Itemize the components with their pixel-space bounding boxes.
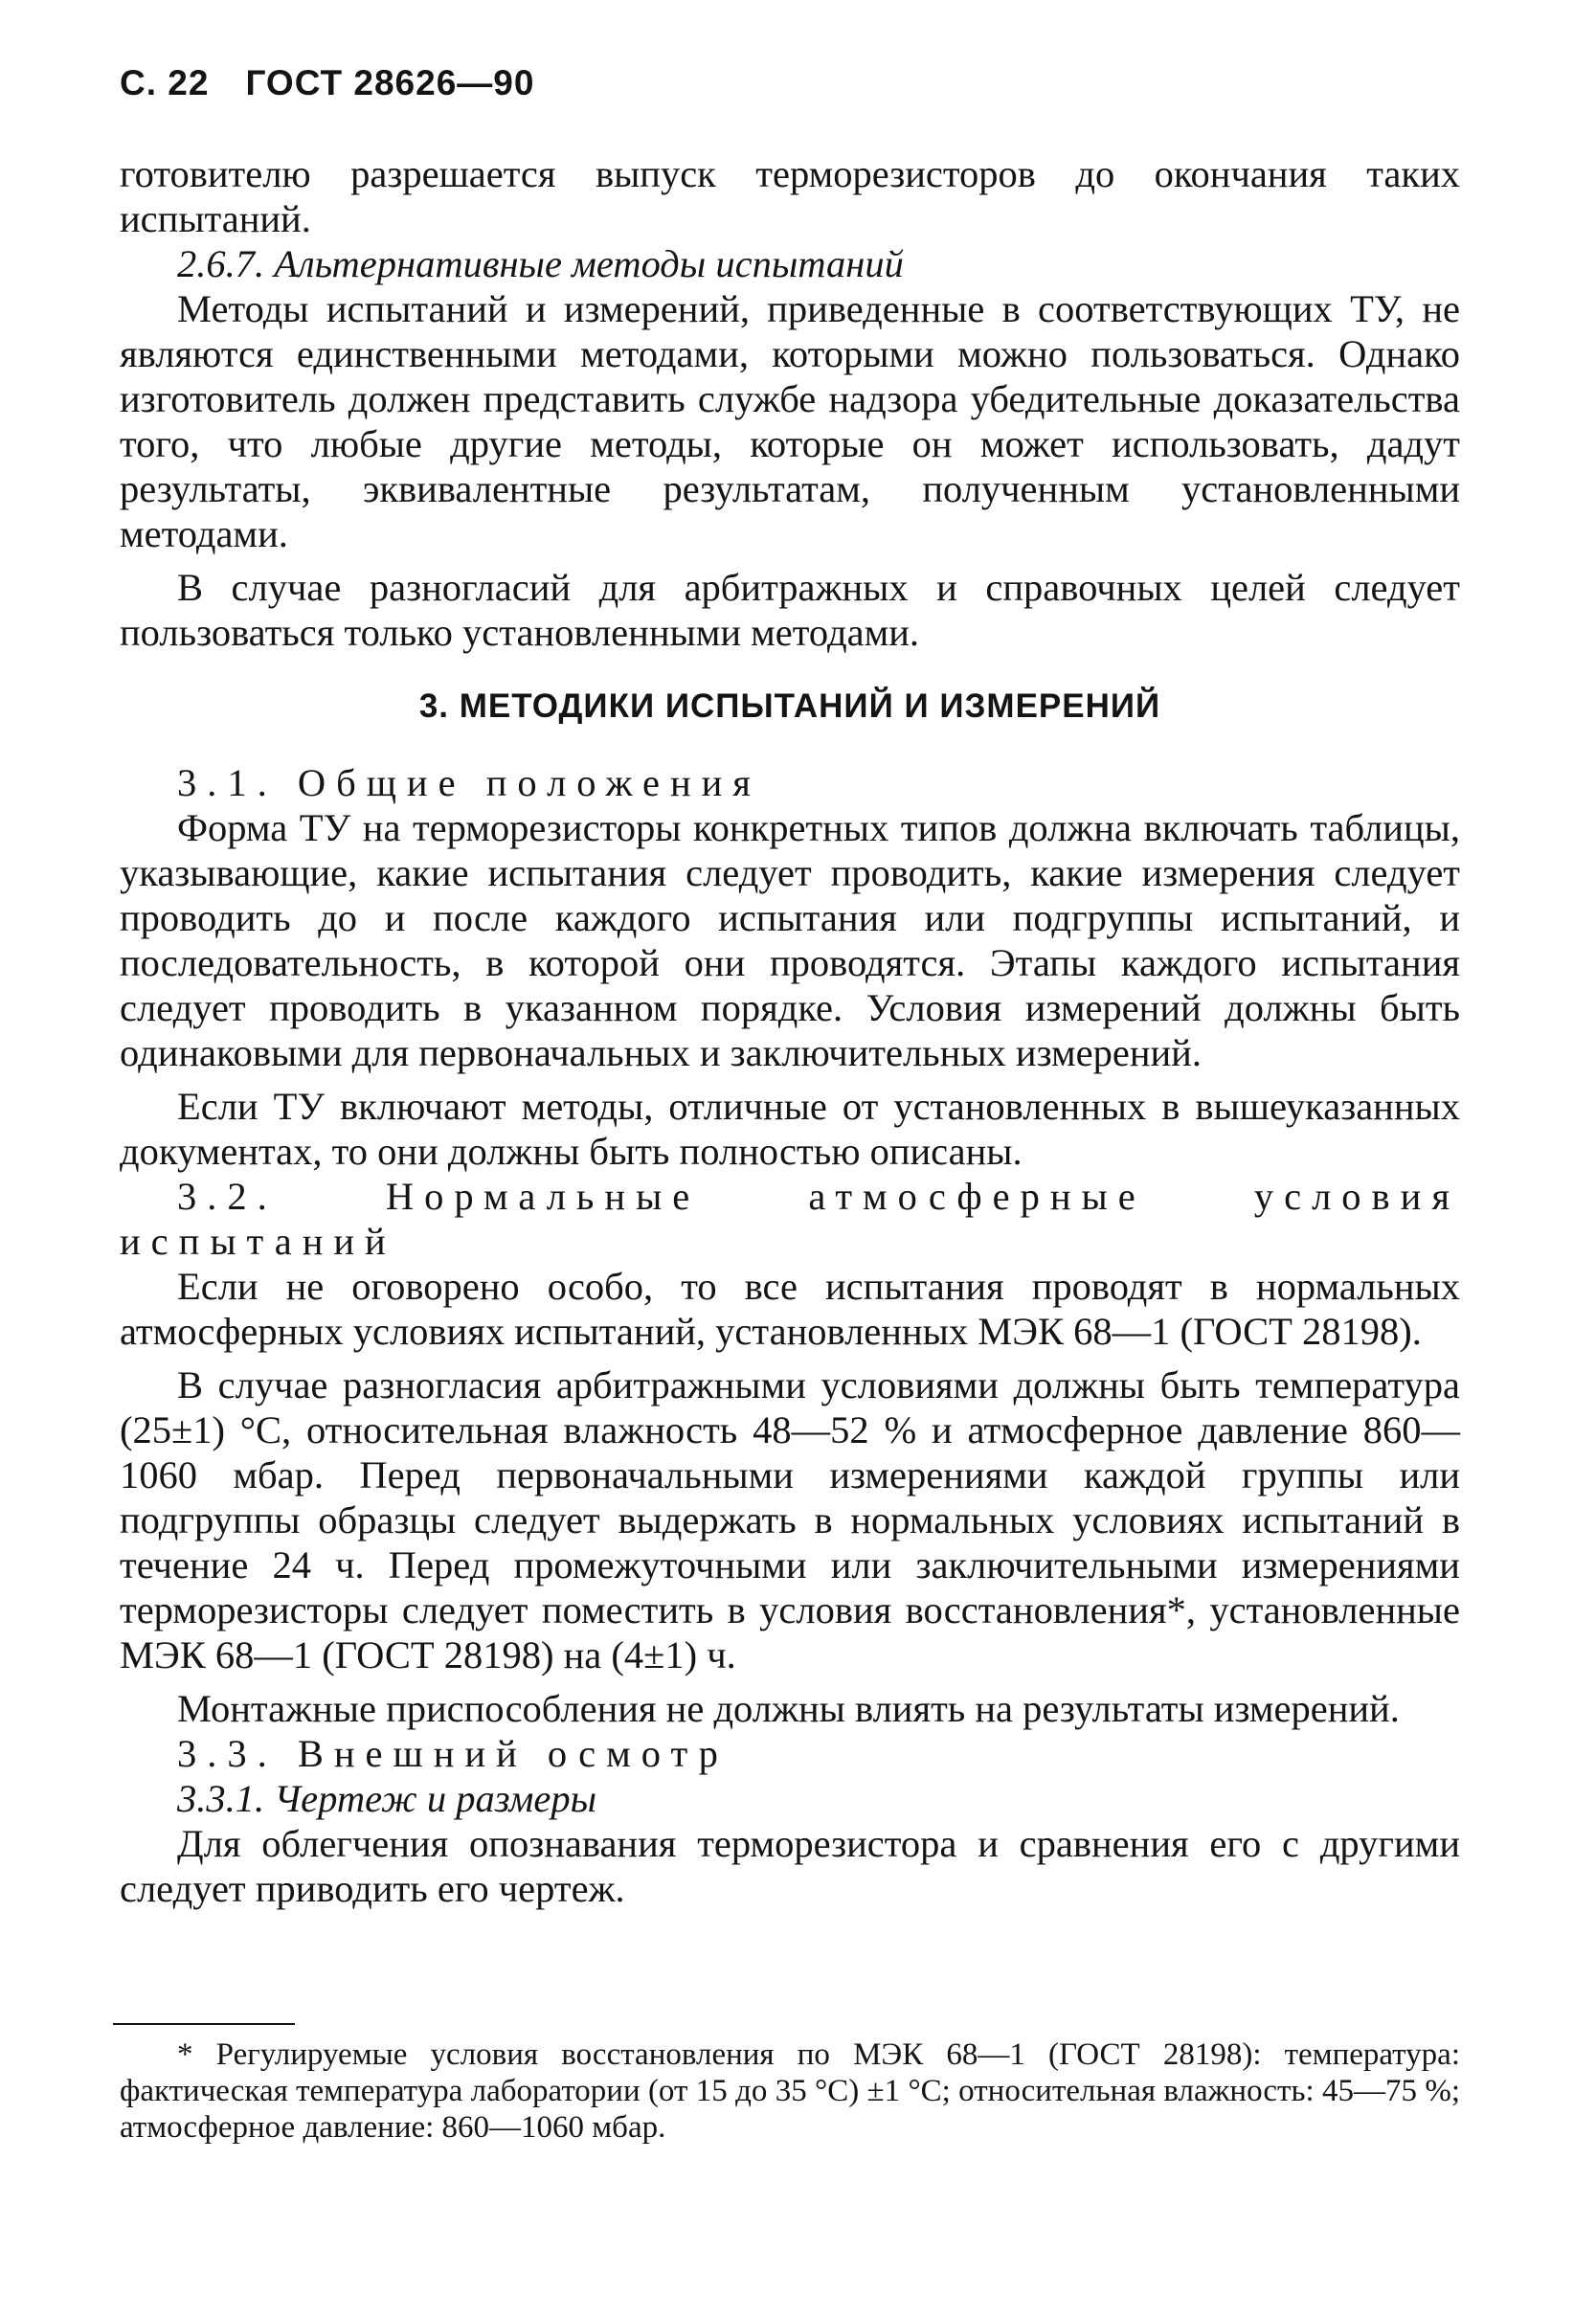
paragraph-tu-form: Форма ТУ на терморезисторы конкретных типов должна включать таблицы, указывающие, какие испытания следует проводить, какие измерения следует проводить до и после каждого испытания или подгруппы испытаний, и последовательность, в которой они проводятся. Этапы каждого испытания следует проводить в указанном порядке. Условия измерений должны быть одинаковыми для первоначальных и заключительных измерений. bbox=[120, 806, 1460, 1074]
page-body bbox=[120, 151, 1460, 1911]
subsection-3-3-1-title: 3.3.1. Чертеж и размеры bbox=[177, 1777, 597, 1820]
paragraph-mounting-fixtures: Монтажные приспособления не должны влиять на результаты измерений. bbox=[177, 1687, 1400, 1730]
paragraph-normal-conditions: Если не оговорено особо, то все испытания проводят в нормальных атмосферных условиях испытаний, установленных МЭК 68—1 (ГОСТ 28198). bbox=[120, 1265, 1460, 1353]
section-3-title: 3. МЕТОДИКИ ИСПЫТАНИЙ И ИЗМЕРЕНИЙ bbox=[418, 687, 1161, 725]
paragraph-continuation: готовителю разрешается выпуск терморезисторов до окончания таких испытаний. bbox=[120, 152, 1460, 240]
paragraph-tu-methods: Если ТУ включают методы, отличные от установленных в вышеуказанных документах, то они должны быть полностью описаны. bbox=[120, 1085, 1460, 1173]
subsection-3-3-title: 3.3. Внешний осмотр bbox=[177, 1732, 729, 1775]
paragraph-drawing: Для облегчения опознавания терморезистора и сравнения его с другими следует приводить его чертеж. bbox=[120, 1822, 1460, 1910]
page-number: С. 22 bbox=[120, 63, 210, 102]
footnote bbox=[120, 2036, 1460, 2146]
footnote-divider bbox=[113, 2023, 295, 2025]
footnote-text: * Регулируемые условия восстановления по МЭК 68—1 (ГОСТ 28198): температура: фактическая температура лаборатории (от 15 до 35 °С) ±1 °С; относительная влажность: 45—75 %; атмосферное давление: 860—1060 мбар. bbox=[120, 2037, 1460, 2145]
paragraph-alternative-methods: Методы испытаний и измерений, приведенные в соответствующих ТУ, не являются единственными методами, которыми можно пользоваться. Однако изготовитель должен представить службе надзора убедительные доказательства того, что любые другие методы, которые он может использовать, дадут результаты, эквивалентные результатам, полученным установленными методами. bbox=[120, 287, 1460, 555]
subsection-3-1-title: 3.1. Общие положения bbox=[177, 761, 761, 804]
page-header bbox=[120, 63, 534, 103]
subsection-3-2-title: 3.2. Нормальные атмосферные условия испытаний bbox=[120, 1175, 1460, 1263]
paragraph-arbitration-conditions: В случае разногласия арбитражными условиями должны быть температура (25±1) °С, относительная влажность 48—52 % и атмосферное давление 860—1060 мбар. Перед первоначальными измерениями каждой группы или подгруппы образцы следует выдержать в нормальных условиях испытаний в течение 24 ч. Перед промежуточными или заключительными измерениями терморезисторы следует поместить в условия восстановления*, установленные МЭК 68—1 (ГОСТ 28198) на (4±1) ч. bbox=[120, 1363, 1460, 1676]
paragraph-arbitration: В случае разногласий для арбитражных и справочных целей следует пользоваться только установленными методами. bbox=[120, 566, 1460, 654]
standard-designation: ГОСТ 28626—90 bbox=[245, 63, 535, 102]
subsection-2-6-7-title: 2.6.7. Альтернативные методы испытаний bbox=[177, 242, 904, 285]
